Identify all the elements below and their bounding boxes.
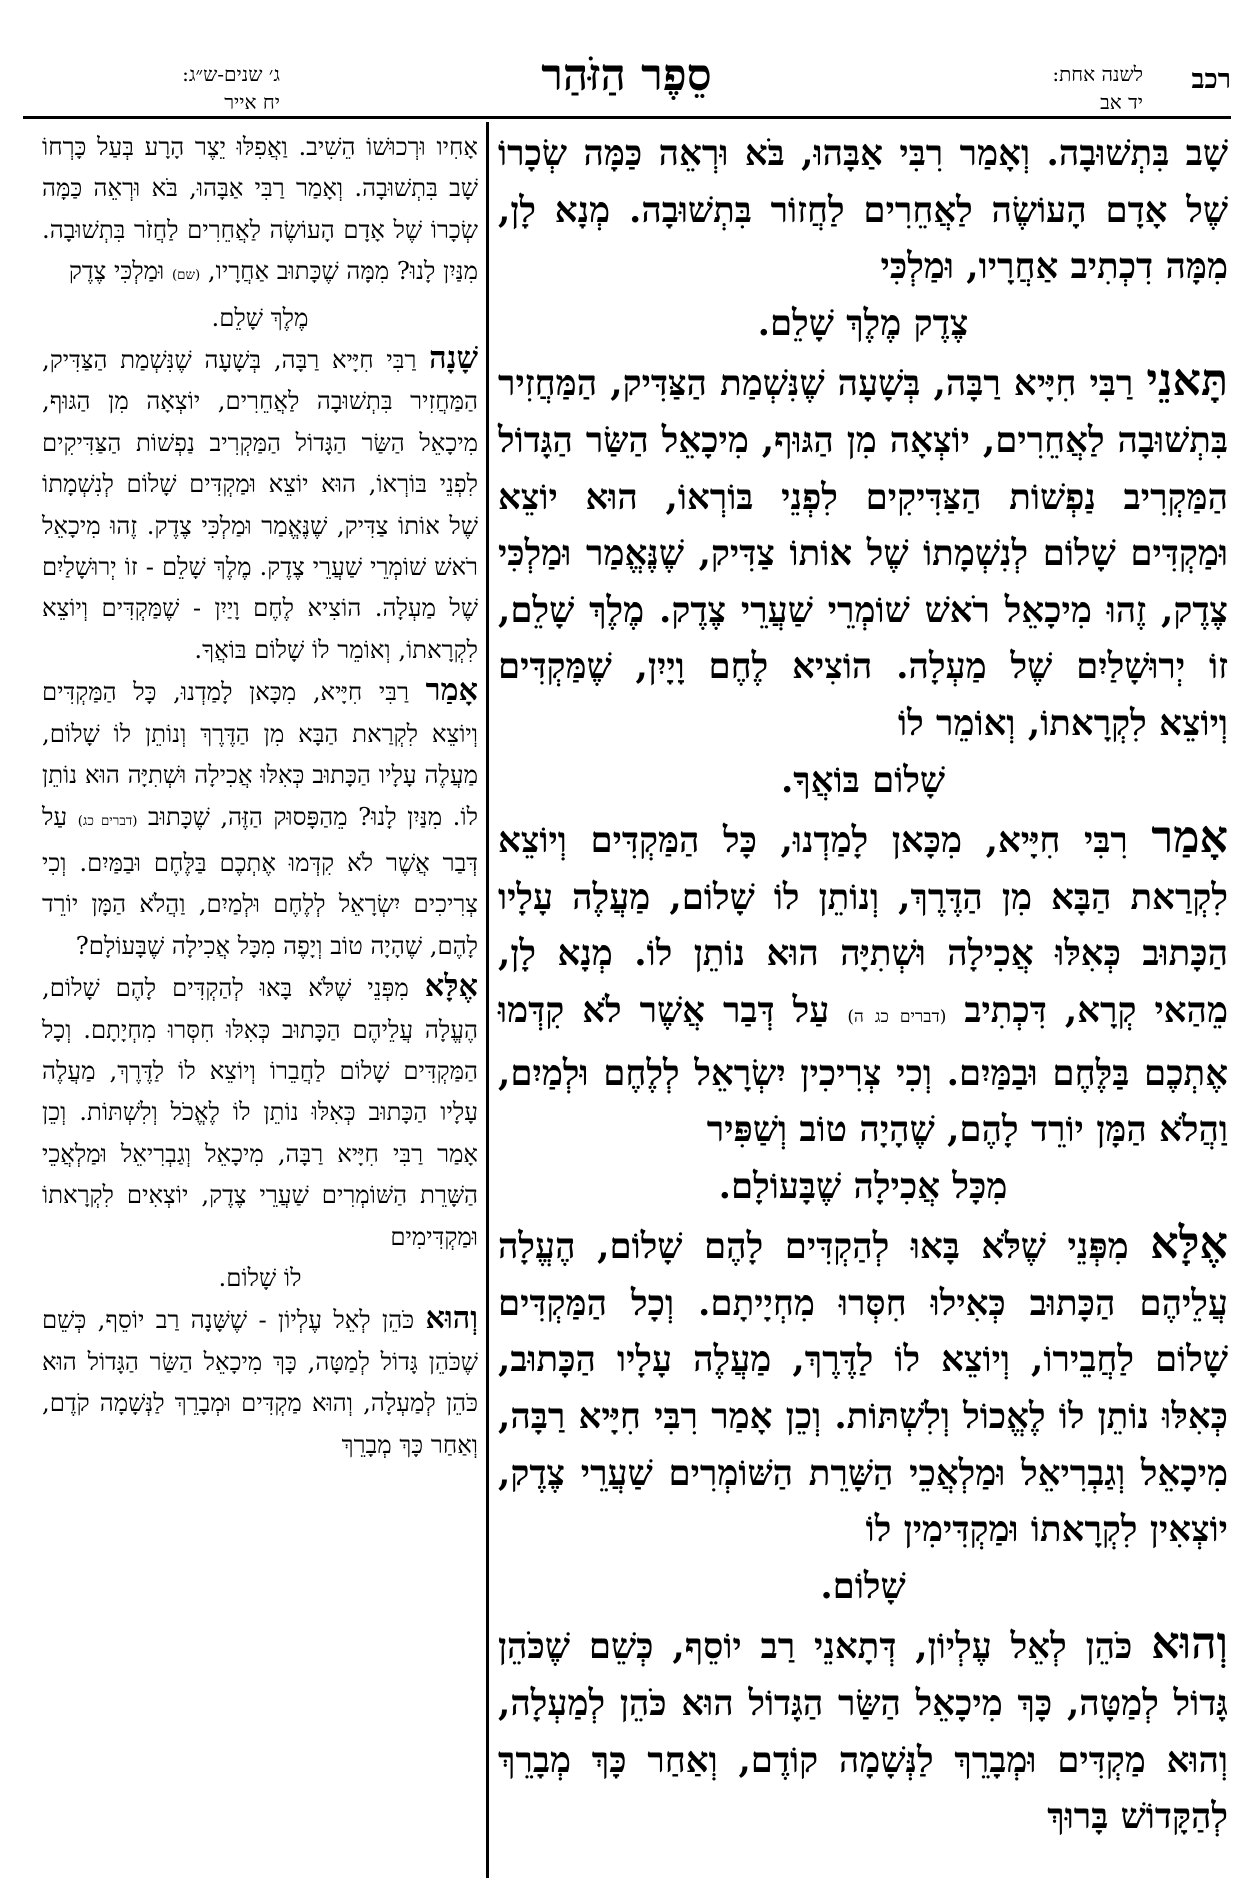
opening-word: וְהוּא xyxy=(425,1300,478,1337)
main-paragraph-1: שָׁב בִּתְשׁוּבָה. וְאָמַר רִבִּי אַבָּהוּ, בֹּא וּרְאֵה כַּמָּה שְׂכָרוֹ שֶׁל אָדָם הָעוֹשֶׂה לַאֲחֵרִים לַחֲזוֹר בִּתְשׁוּבָה. מְנָא לָן, מִמָּה דִכְתִיב אַחֲרָיו, וּמַלְכִּי xyxy=(498,133,1228,288)
column-divider xyxy=(486,122,489,1878)
side-paragraph-1: אָחִיו וּרְכוּשׁוֹ הֵשִׁיב. וַאֲפִלּוּ יֵצֶר הָרָע בְּעַל כָּרְחוֹ שָׁב בִּתְשׁוּבָה. וְאָמַר רַבִּי אַבָּהוּ, בֹּא וּרְאֵה כַּמָּה שְׂכָרוֹ שֶׁל אָדָם הָעוֹשֶׂה לַאֲחֵרִים לַחֲזֹר בִּתְשׁוּבָה. מִנַּיִן לָנוּ? מִמָּה שֶׁכָּתוּב אַחֲרָיו, (שם) וּמַלְכִּי צֶדֶק xyxy=(42,132,478,286)
opening-word: אֶלָּא xyxy=(424,968,478,1005)
opening-word: אָמַר xyxy=(425,672,478,709)
main-paragraph-5: וְהוּא כֹּהֵן לְאֵל עֶלְיוֹן, דְּתָאנֵי רַב יוֹסֵף, כְּשֵׁם שֶׁכֹּהֵן גָּדוֹל לְמַטָּה, כָּךְ מִיכָאֵל הַשַּׂר הַגָּדוֹל הוּא כֹּהֵן לְמַעְלָה, וְהוּא מַקְדִּים וּמְבָרֵךְ לַנְּשָׁמָה קוֹדֶם, וְאַחַר כָּךְ מְבָרֵךְ לְהַקָּדוֹשׁ בָּרוּךְ xyxy=(498,1617,1228,1838)
side-paragraph-2: שָׁנָה רַבִּי חִיָּיא רַבָּה, בְּשָׁעָה שֶׁנִּשְׁמַת הַצַּדִּיק, הַמַּחֲזִיר בִּתְשׁוּבָה לַאֲחֵרִים, יוֹצְאָה מִן הַגּוּף, מִיכָאֵל הַשַּׂר הַגָּדוֹל הַמַּקְרִיב נַפְשׁוֹת הַצַּדִּיקִים לִפְנֵי בּוֹרְאוֹ, הוּא יוֹצֵא וּמַקְדִּים שָׁלוֹם לְנִשְׁמָתוֹ שֶׁל אוֹתוֹ צַדִּיק, שֶׁנֶּאֱמַר וּמַלְכִּי צֶדֶק. זֶהוּ מִיכָאֵל רֹאשׁ שׁוֹמְרֵי שַׁעֲרֵי צֶדֶק. מֶלֶךְ שָׁלֵם - זוֹ יְרוּשָׁלַיִם שֶׁל מַעְלָה. הוֹצִיא לֶחֶם וָיַיִן - שֶׁמַּקְדִּים וְיוֹצֵא לִקְרָאתוֹ, וְאוֹמֵר לוֹ שָׁלוֹם בּוֹאֲךָ. xyxy=(42,340,478,664)
main-paragraph-3: אָמַר רִבִּי חִיָּיא, מִכָּאן לָמַדְנוּ, כָּל הַמַּקְדִּים וְיוֹצֵא לִקְרַאת הַבָּא מִן הַדֶּרֶךְ, וְנוֹתֵן לוֹ שָׁלוֹם, מַעֲלֶה עָלָיו הַכָּתוּב כְּאִלּוּ אֲכִילָה וּשְׁתִיָּה הוּא נוֹתֵן לוֹ. מְנָא לָן, מֵהַאי קְרָא, דִּכְתִיב (דברים כג ה) עַל דְּבַר אֲשֶׁר לֹא קִדְּמוּ אֶתְכֶם בַּלֶּחֶם וּבַמַּיִם. וְכִי צְרִיכִין יִשְׂרָאֵל לְלֶחֶם וּלְמַיִם, וַהֲלֹא הַמָּן יוֹרֵד לָהֶם, שֶׁהָיָה טוֹב וְשַׁפִּיר xyxy=(498,811,1229,1151)
main-paragraph-2-end: שָׁלוֹם בּוֹאֲךָ. xyxy=(780,759,946,801)
side-paragraph-4: אֶלָּא מִפְּנֵי שֶׁלֹּא בָּאוּ לְהַקְדִּים לָהֶם שָׁלוֹם, הֶעֱלָה עֲלֵיהֶם הַכָּתוּב כְּאִלּוּ חִסְּרוּ מִחְיָתָם. וְכָל הַמַּקְדִּים שָׁלוֹם לַחֲבֵרוֹ וְיוֹצֵא לוֹ לַדֶּרֶךְ, מַעֲלֶה עָלָיו הַכָּתוּב כְּאִלּוּ נוֹתֵן לוֹ לֶאֱכֹל וְלִשְׁתּוֹת. וְכֵן אָמַר רַבִּי חִיָּיא רַבָּה, מִיכָאֵל וְגַבְרִיאֵל וּמַלְאֲכֵי הַשָּׁרֵת הַשּׁוֹמְרִים שַׁעֲרֵי צֶדֶק, יוֹצְאִים לִקְרָאתוֹ וּמַקְדִּימִים xyxy=(42,968,478,1251)
main-paragraph-2: תָּאנֵי רַבִּי חִיָּיא רַבָּה, בְּשָׁעָה שֶׁנִּשְׁמַת הַצַּדִּיק, הַמַּחֲזִיר בִּתְשׁוּבָה לַאֲחֵרִים, יוֹצְאָה מִן הַגּוּף, מִיכָאֵל הַשַּׂר הַגָּדוֹל הַמַּקְרִיב נַפְשׁוֹת הַצַּדִּיקִים לִפְנֵי בּוֹרְאוֹ, הוּא יוֹצֵא וּמַקְדִּים שָׁלוֹם לְנִשְׁמָתוֹ שֶׁל אוֹתוֹ צַדִּיק, שֶׁנֶּאֱמַר וּמַלְכִּי צֶדֶק, זֶהוּ מִיכָאֵל רֹאשׁ שׁוֹמְרֵי שַׁעֲרֵי צֶדֶק. מֶלֶךְ שָׁלֵם, זוֹ יְרוּשָׁלַיִם שֶׁל מַעְלָה. הוֹצִיא לֶחֶם וָיָיִן, שֶׁמַּקְדִּים וְיוֹצֵא לִקְרָאתוֹ, וְאוֹמֵר לוֹ xyxy=(498,354,1229,744)
header-divider xyxy=(23,116,1231,119)
main-paragraph-4: אֶלָּא מִפְּנֵי שֶׁלֹּא בָּאוּ לְהַקְדִּים לָהֶם שָׁלוֹם, הֶעֱלָה עֲלֵיהֶם הַכָּתוּב כְּאִילוּ חִסְּרוּ מִחְיָיתָם. וְכָל הַמַּקְדִּים שָׁלוֹם לַחֲבֵירוֹ, וְיוֹצֵא לוֹ לַדֶּרֶךְ, מַעֲלֶה עָלָיו הַכָּתוּב, כְּאִלּוּ נוֹתֵן לוֹ לֶאֱכוֹל וְלִשְׁתּוֹת. וְכֵן אָמַר רִבִּי חִיָּיא רַבָּה, מִיכָאֵל וְגַבְרִיאֵל וּמַלְאֲכֵי הַשָּׁרֵת הַשּׁוֹמְרִים שַׁעֲרֵי צֶדֶק, יוֹצְאִין לִקְרָאתוֹ וּמַקְדִּימִין לוֹ xyxy=(498,1217,1228,1551)
side-paragraph-1-end: מֶלֶךְ שָׁלֵם. xyxy=(211,302,309,332)
schedule-one-year-date: יד אב xyxy=(1100,90,1143,114)
scripture-citation: (שם) xyxy=(171,268,201,284)
opening-word: שָׁנָה xyxy=(429,340,478,377)
main-paragraph-4-end: שָׁלוֹם. xyxy=(820,1565,906,1607)
opening-word: תָּאנֵי xyxy=(1146,354,1229,407)
aramaic-main-column xyxy=(498,126,1228,1846)
schedule-three-years-label: ג׳ שנים-ש״ג: xyxy=(182,62,280,86)
opening-word: אָמַר xyxy=(1151,811,1228,864)
hebrew-translation-column xyxy=(42,126,478,1465)
page-number: רכב xyxy=(1191,64,1231,95)
daily-schedule-three-years xyxy=(50,60,280,116)
side-paragraph-3: אָמַר רַבִּי חִיָּיא, מִכָּאן לָמַדְנוּ, כָּל הַמַּקְדִּים וְיוֹצֵא לִקְרַאת הַבָּא מִן הַדֶּרֶךְ וְנוֹתֵן לוֹ שָׁלוֹם, מַעֲלֶה עָלָיו הַכָּתוּב כְּאִלּוּ אֲכִילָה וּשְׁתִיָּה הוּא נוֹתֵן לוֹ. מִנַּיִן לָנוּ? מֵהַפָּסוּק הַזֶּה, שֶׁכָּתוּב (דברים כג) עַל דְּבַר אֲשֶׁר לֹא קִדְּמוּ אֶתְכֶם בַּלֶּחֶם וּבַמַּיִם. וְכִי צְרִיכִים יִשְׂרָאֵל לְלֶחֶם וּלְמַיִם, וַהֲלֹא הַמָּן יוֹרֵד לָהֶם, שֶׁהָיָה טוֹב וְיָפֶה מִכָּל אֲכִילָה שֶׁבָּעוֹלָם? xyxy=(42,672,478,960)
main-paragraph-3-end: מִכָּל אֲכִילָה שֶׁבָּעוֹלָם. xyxy=(718,1165,1008,1207)
side-paragraph-5: וְהוּא כֹּהֵן לְאֵל עֶלְיוֹן - שֶׁשָּׁנָה רַב יוֹסֵף, כְּשֵׁם שֶׁכֹּהֵן גָּדוֹל לְמַטָּה, כָּךְ מִיכָאֵל הַשַּׂר הַגָּדוֹל הוּא כֹּהֵן לְמַעְלָה, וְהוּא מַקְדִּים וּמְבָרֵךְ לַנְּשָׁמָה קֹדֶם, וְאַחַר כָּךְ מְבָרֵךְ xyxy=(42,1300,478,1459)
main-paragraph-1-end: צֶדֶק מֶלֶךְ שָׁלֵם. xyxy=(757,302,969,344)
side-paragraph-4-end: לוֹ שָׁלוֹם. xyxy=(218,1262,302,1292)
scripture-citation: (דברים כג) xyxy=(77,813,138,829)
schedule-one-year-label: לשנה אחת: xyxy=(1052,62,1143,86)
schedule-three-years-date: יח אייר xyxy=(224,90,280,114)
opening-word: וְהוּא xyxy=(1151,1617,1228,1670)
opening-word: אֶלָּא xyxy=(1150,1217,1228,1270)
scripture-citation: (דברים כג ה) xyxy=(847,1006,947,1027)
book-title: סֵפֶר הַזֹּהַר xyxy=(541,50,712,101)
